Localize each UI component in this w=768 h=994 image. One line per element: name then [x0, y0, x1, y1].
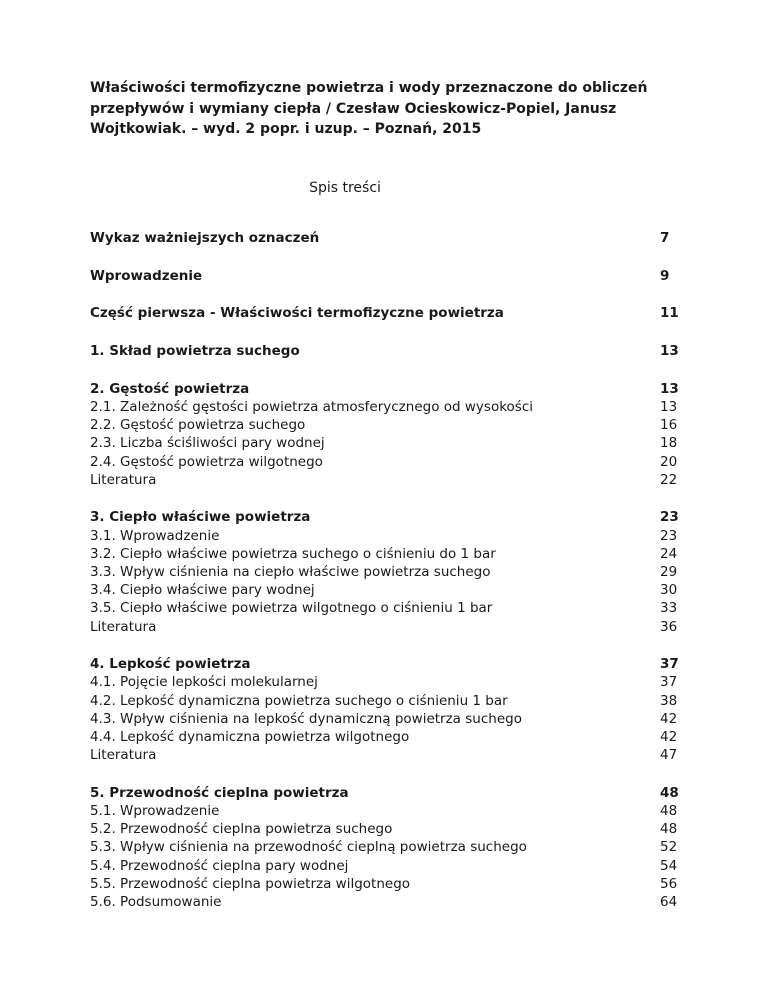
toc-entry [90, 857, 690, 875]
toc-entry-page: 16 [660, 417, 678, 434]
toc-entry-title: 4.3. Wpływ ciśnienia na lepkość dynamiczną powietrza suchego [90, 710, 522, 727]
book-title: Właściwości termofizyczne powietrza i wody przeznaczone do obliczeń przepływów i wymiany ciepła / Czesław Ocieskowicz-Popiel, Janusz Wojtkowiak. – wyd. 2 popr. i uzup. – Poznań, 2015 [90, 80, 648, 137]
toc-section-page: 7 [660, 230, 670, 246]
toc-entry-page: 30 [660, 582, 678, 599]
toc-entry-title: 2.3. Liczba ściśliwości pary wodnej [90, 435, 325, 452]
toc-section [90, 508, 690, 635]
table-of-contents [90, 229, 690, 931]
toc-entry-title: 3.2. Ciepło właściwe powietrza suchego o ciśnieniu do 1 bar [90, 545, 496, 562]
toc-entry-page: 56 [660, 875, 678, 892]
toc-entry-page: 42 [660, 710, 678, 727]
toc-entry-title: 3.1. Wprowadzenie [90, 527, 220, 544]
toc-entry-page: 42 [660, 728, 678, 745]
toc-section [90, 784, 690, 911]
toc-section-heading [90, 655, 690, 673]
toc-entry [90, 453, 690, 471]
toc-section [90, 342, 690, 360]
toc-section-heading [90, 304, 690, 322]
toc-entry [90, 618, 690, 636]
toc-section [90, 267, 690, 285]
toc-entry [90, 875, 690, 893]
toc-entry-title: Literatura [90, 747, 157, 764]
toc-section-title: Część pierwsza - Właściwości termofizyczne powietrza [90, 305, 504, 322]
toc-entry-page: 37 [660, 674, 678, 691]
toc-section-title: 3. Ciepło właściwe powietrza [90, 509, 311, 526]
toc-entry-page: 64 [660, 893, 678, 910]
toc-section-heading [90, 380, 690, 398]
document-page [90, 78, 690, 910]
toc-entry-title: 2.4. Gęstość powietrza wilgotnego [90, 453, 323, 470]
toc-section-heading [90, 342, 690, 360]
toc-section [90, 229, 690, 247]
toc-entry [90, 728, 690, 746]
toc-entry-page: 48 [660, 821, 678, 838]
toc-entry-page: 29 [660, 563, 678, 580]
toc-entry [90, 673, 690, 691]
toc-entry-title: 3.3. Wpływ ciśnienia na ciepło właściwe powietrza suchego [90, 563, 491, 580]
toc-entry-title: 3.5. Ciepło właściwe powietrza wilgotnego o ciśnieniu 1 bar [90, 600, 493, 617]
toc-entry [90, 434, 690, 452]
toc-heading: Spis treści [309, 180, 381, 196]
toc-entry-page: 22 [660, 471, 678, 488]
toc-section-page: 48 [660, 784, 679, 801]
toc-entry [90, 471, 690, 489]
toc-entry-title: 2.2. Gęstość powietrza suchego [90, 417, 306, 434]
toc-entry-page: 18 [660, 435, 678, 452]
toc-entry-title: 4.2. Lepkość dynamiczna powietrza suchego o ciśnieniu 1 bar [90, 692, 508, 709]
toc-section-page: 37 [660, 656, 679, 673]
toc-entry [90, 710, 690, 728]
toc-section [90, 304, 690, 322]
toc-entry [90, 416, 690, 434]
toc-section-heading [90, 784, 690, 802]
toc-entry [90, 802, 690, 820]
toc-section-title: Wykaz ważniejszych oznaczeń [90, 230, 320, 246]
toc-section-heading [90, 267, 690, 285]
toc-entry-title: 5.6. Podsumowanie [90, 893, 222, 910]
toc-entry [90, 581, 690, 599]
toc-entry-page: 13 [660, 398, 678, 415]
toc-section-title: 1. Skład powietrza suchego [90, 343, 300, 360]
toc-section-heading [90, 229, 690, 247]
toc-section-page: 9 [660, 267, 670, 284]
toc-entry-title: 5.2. Przewodność cieplna powietrza suchego [90, 821, 393, 838]
toc-entry-page: 24 [660, 545, 678, 562]
toc-section [90, 655, 690, 764]
toc-entry [90, 545, 690, 563]
toc-entry-title: 3.4. Ciepło właściwe pary wodnej [90, 582, 315, 599]
toc-entry-page: 33 [660, 600, 678, 617]
toc-section-page: 23 [660, 509, 679, 526]
toc-entry-title: 5.5. Przewodność cieplna powietrza wilgotnego [90, 875, 411, 892]
toc-entry-title: 4.4. Lepkość dynamiczna powietrza wilgotnego [90, 728, 410, 745]
toc-entry-title: 5.1. Wprowadzenie [90, 803, 220, 819]
toc-entry [90, 398, 690, 416]
toc-entry-page: 38 [660, 692, 678, 709]
toc-entry [90, 838, 690, 856]
toc-section-title: 4. Lepkość powietrza [90, 656, 251, 673]
toc-entry-page: 54 [660, 857, 678, 874]
toc-entry-page: 36 [660, 618, 678, 635]
toc-entry-page: 20 [660, 453, 678, 470]
toc-section-page: 13 [660, 343, 679, 360]
toc-section-title: 5. Przewodność cieplna powietrza [90, 784, 349, 801]
toc-entry [90, 692, 690, 710]
toc-entry-page: 52 [660, 839, 678, 856]
toc-entry-page: 48 [660, 803, 678, 819]
toc-entry-title: 5.4. Przewodność cieplna pary wodnej [90, 857, 349, 874]
toc-section-page: 11 [660, 305, 679, 322]
toc-entry-title: 5.3. Wpływ ciśnienia na przewodność cieplną powietrza suchego [90, 839, 527, 856]
toc-section-page: 13 [660, 380, 679, 397]
toc-section-title: 2. Gęstość powietrza [90, 380, 250, 397]
toc-section [90, 380, 690, 489]
toc-entry-page: 47 [660, 747, 678, 764]
toc-entry [90, 746, 690, 764]
toc-entry [90, 820, 690, 838]
toc-entry-title: Literatura [90, 618, 157, 635]
toc-entry [90, 893, 690, 911]
toc-entry [90, 599, 690, 617]
toc-entry [90, 563, 690, 581]
toc-entry-title: 2.1. Zależność gęstości powietrza atmosferycznego od wysokości [90, 398, 534, 415]
toc-entry-title: Literatura [90, 471, 157, 488]
toc-section-heading [90, 508, 690, 526]
toc-entry [90, 527, 690, 545]
toc-section-title: Wprowadzenie [90, 267, 203, 284]
toc-entry-title: 4.1. Pojęcie lepkości molekularnej [90, 674, 318, 691]
toc-entry-page: 23 [660, 527, 678, 544]
